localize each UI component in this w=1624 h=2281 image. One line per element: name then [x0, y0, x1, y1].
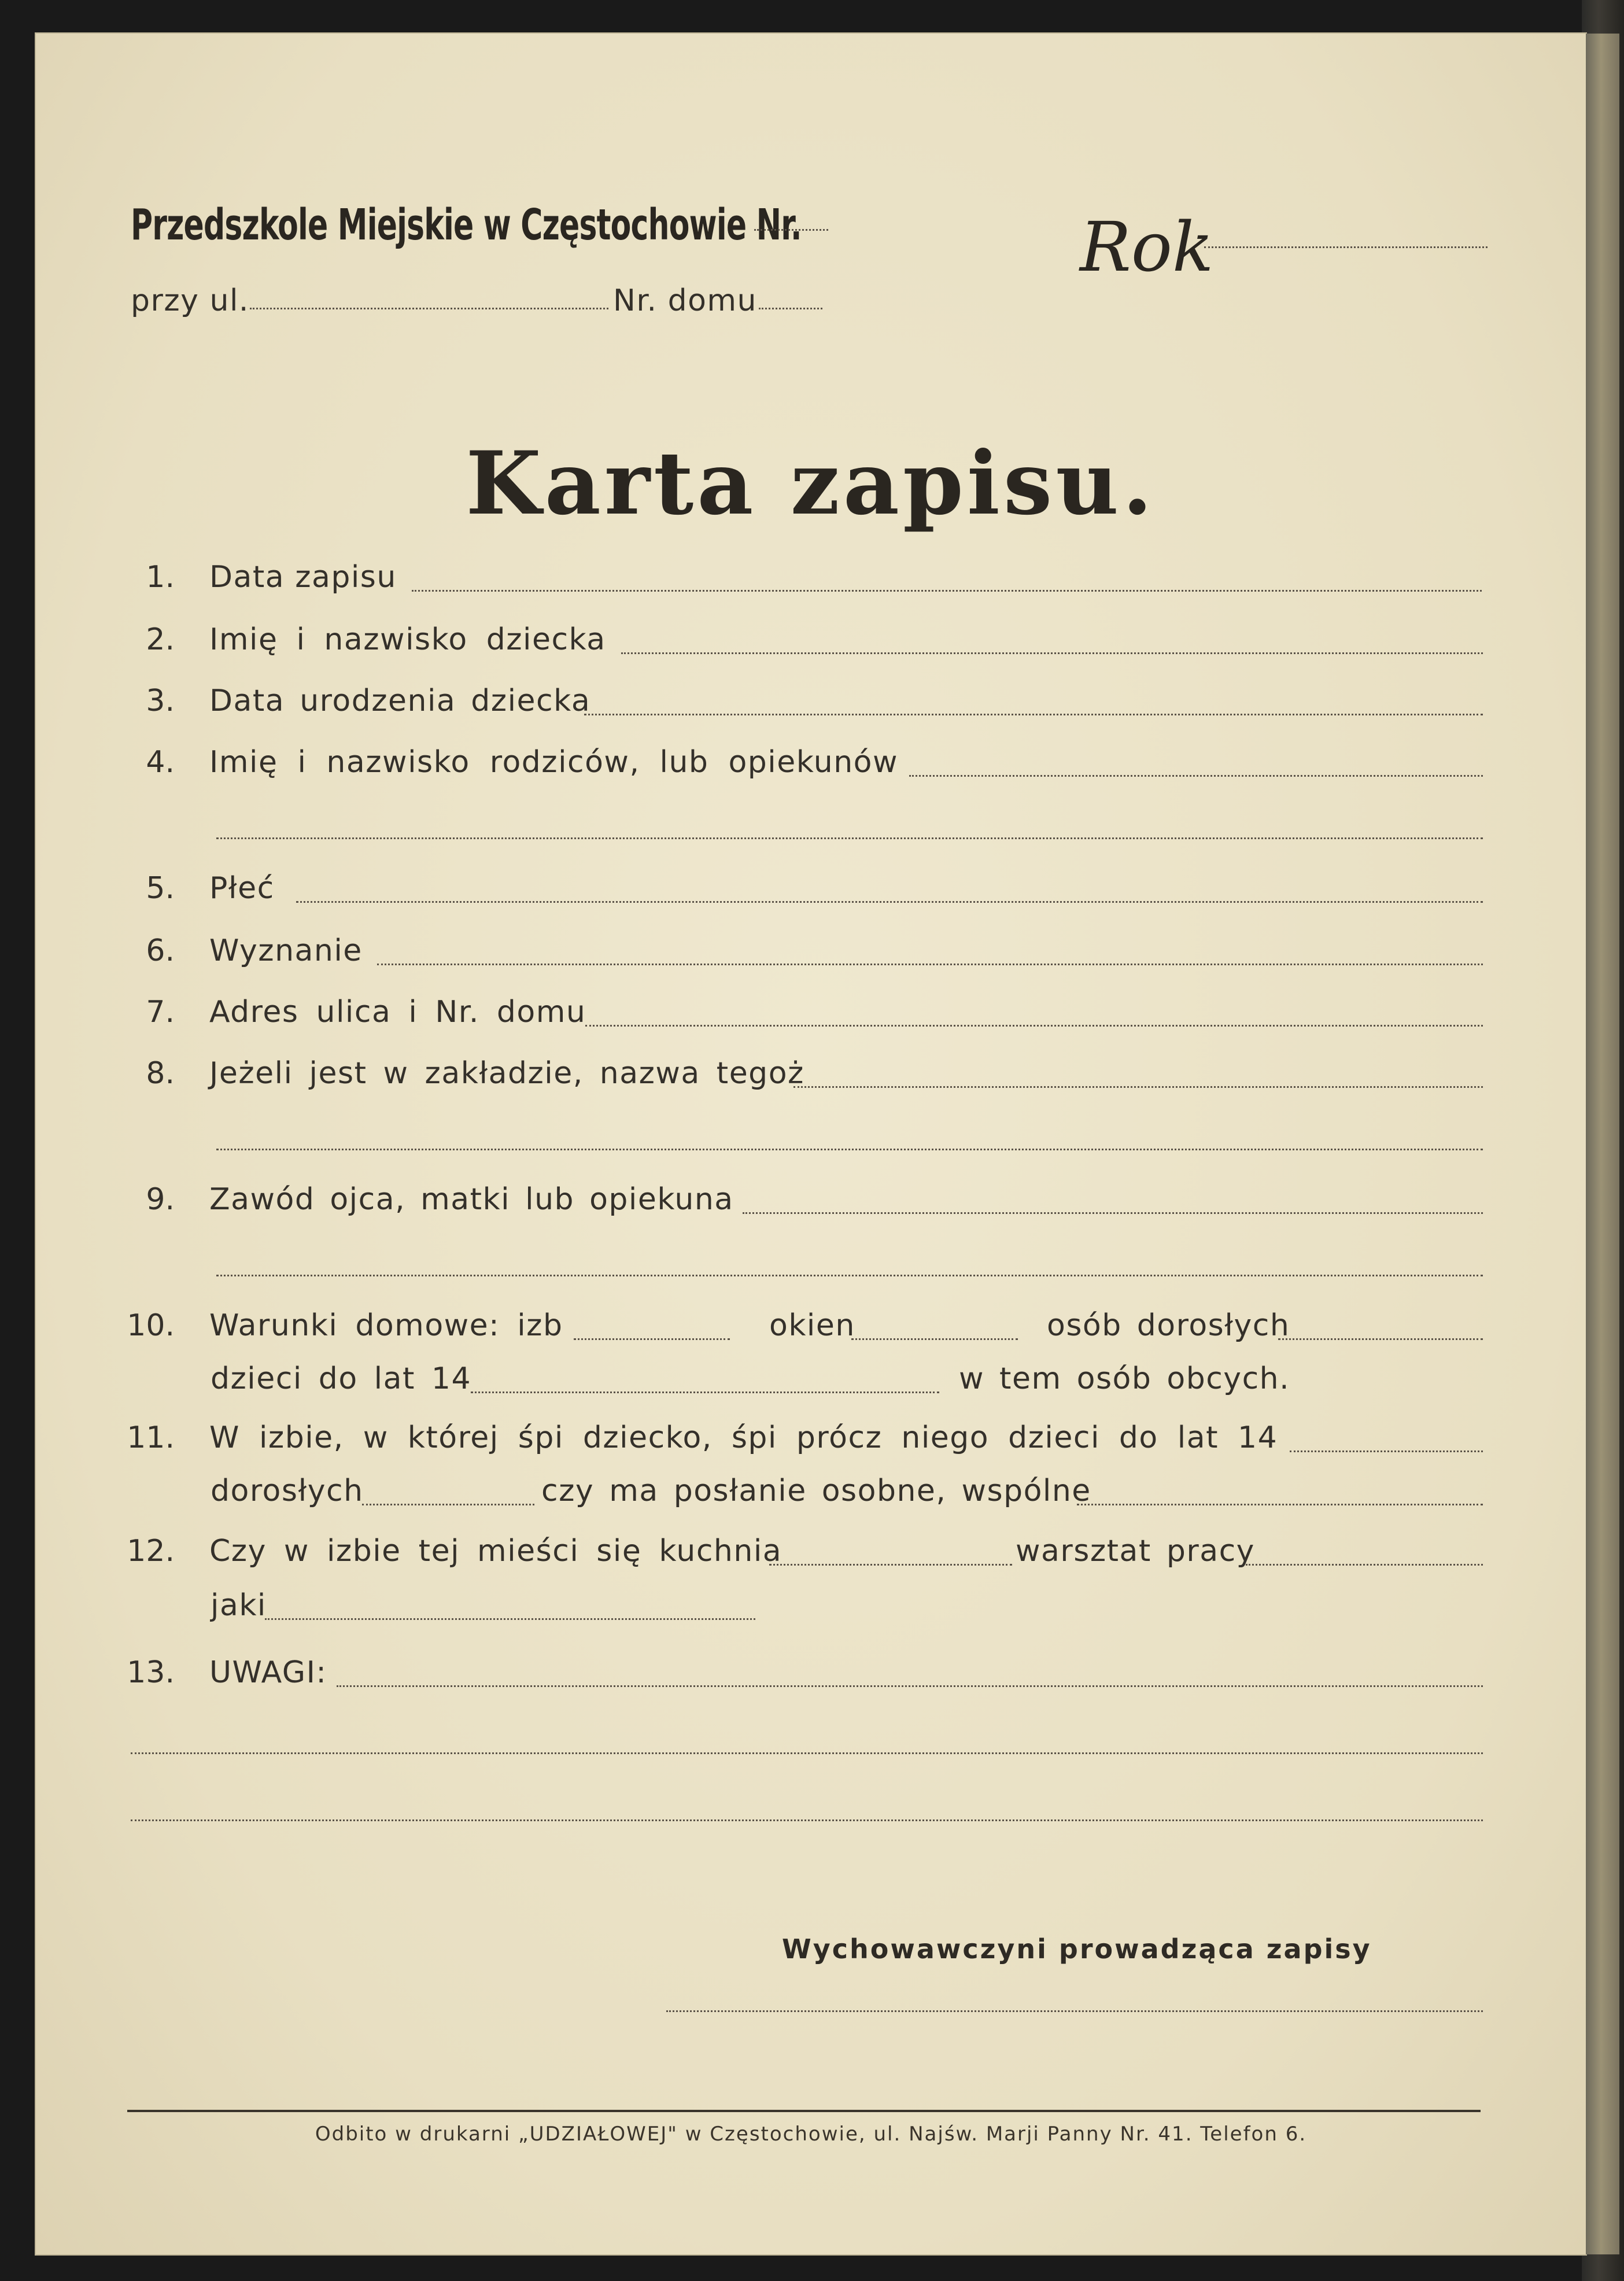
workshop-label: warsztat pracy [1016, 1534, 1255, 1568]
page-edge [1586, 34, 1619, 2254]
occupation-label: Zawód ojca, matki lub opiekuna [209, 1182, 734, 1217]
sex-label: Płeć [209, 871, 275, 906]
item-number: 1. [146, 560, 175, 595]
street-field[interactable] [250, 308, 608, 309]
adults-room-field[interactable] [362, 1504, 534, 1505]
adults-field[interactable] [1278, 1338, 1483, 1340]
bed-label: czy ma posłanie osobne, wspólne [541, 1474, 1091, 1508]
windows-label: okien [769, 1308, 855, 1343]
remarks-field[interactable] [337, 1685, 1483, 1687]
parents-name-field-line2[interactable] [216, 837, 1483, 839]
item-number: 4. [146, 745, 175, 780]
year-field[interactable] [1204, 246, 1488, 248]
signature-field[interactable] [666, 2010, 1483, 2012]
workshop-kind-label: jaki [211, 1588, 267, 1623]
parents-name-field[interactable] [909, 775, 1483, 777]
windows-field[interactable] [851, 1338, 1018, 1340]
child-name-label: Imię i nazwisko dziecka [209, 622, 606, 657]
occupation-field[interactable] [743, 1212, 1483, 1214]
rooms-field[interactable] [574, 1338, 730, 1340]
parents-name-label: Imię i nazwisko rodziców, lub opiekunów [209, 745, 898, 780]
institution-label: Jeżeli jest w zakładzie, nazwa tegoż [209, 1056, 804, 1091]
street-label: przy ul. [131, 283, 249, 318]
form-title: Karta zapisu. [466, 433, 1156, 534]
enrollment-date-field[interactable] [412, 590, 1482, 592]
sleeping-room-children-field[interactable] [1290, 1450, 1483, 1452]
footer-rule [127, 2110, 1481, 2112]
house-number-label: Nr. domu [613, 283, 757, 318]
item-number: 7. [146, 995, 175, 1029]
children-label: dzieci do lat 14 [211, 1361, 472, 1396]
enrollment-date-label: Data zapisu [209, 560, 397, 595]
form-page [36, 34, 1586, 2254]
item-number: 2. [146, 622, 175, 657]
house-number-field[interactable] [759, 308, 822, 309]
child-name-field[interactable] [621, 652, 1483, 654]
sleeping-room-label: W izbie, w której śpi dziecko, śpi prócz niego dzieci do lat 14 [209, 1420, 1278, 1455]
remarks-field-line3[interactable] [131, 1819, 1483, 1821]
remarks-field-line2[interactable] [131, 1752, 1483, 1754]
occupation-field-line2[interactable] [216, 1275, 1483, 1276]
year-label: Rok [1080, 207, 1214, 287]
adults-room-label: dorosłych [211, 1474, 364, 1508]
remarks-label: UWAGI: [209, 1655, 327, 1690]
printer-imprint: Odbito w drukarni „UDZIAŁOWEJ" w Częstochowie, ul. Najśw. Marji Panny Nr. 41. Telefon 6. [315, 2123, 1307, 2146]
item-number: 13. [127, 1655, 175, 1690]
item-number: 6. [146, 933, 175, 968]
item-number: 9. [146, 1182, 175, 1217]
item-number: 12. [127, 1534, 175, 1568]
religion-label: Wyznanie [209, 933, 363, 968]
birth-date-field[interactable] [584, 714, 1483, 715]
bed-field[interactable] [1077, 1504, 1483, 1505]
workshop-kind-field[interactable] [265, 1618, 755, 1620]
institution-field[interactable] [793, 1086, 1483, 1088]
institution-field-line2[interactable] [216, 1149, 1483, 1150]
item-number: 5. [146, 871, 175, 906]
address-field[interactable] [585, 1025, 1483, 1027]
children-field[interactable] [471, 1392, 939, 1393]
birth-date-label: Data urodzenia dziecka [209, 684, 591, 718]
kitchen-field[interactable] [769, 1564, 1012, 1566]
kitchen-label: Czy w izbie tej mieści się kuchnia [209, 1534, 783, 1568]
item-number: 3. [146, 684, 175, 718]
school-name: Przedszkole Miejskie w Częstochowie Nr. [131, 200, 802, 250]
item-number: 8. [146, 1056, 175, 1091]
workshop-field[interactable] [1246, 1564, 1483, 1566]
signature-caption: Wychowawczyni prowadząca zapisy [782, 1933, 1372, 1965]
sex-field[interactable] [296, 901, 1483, 903]
rooms-label: Warunki domowe: izb [209, 1308, 563, 1343]
school-number-field[interactable] [754, 229, 828, 231]
item-number: 11. [127, 1420, 175, 1455]
adults-label: osób dorosłych [1047, 1308, 1290, 1343]
strangers-label: w tem osób obcych. [959, 1361, 1290, 1396]
item-number: 10. [127, 1308, 175, 1343]
religion-field[interactable] [377, 964, 1483, 965]
address-label: Adres ulica i Nr. domu [209, 995, 586, 1029]
